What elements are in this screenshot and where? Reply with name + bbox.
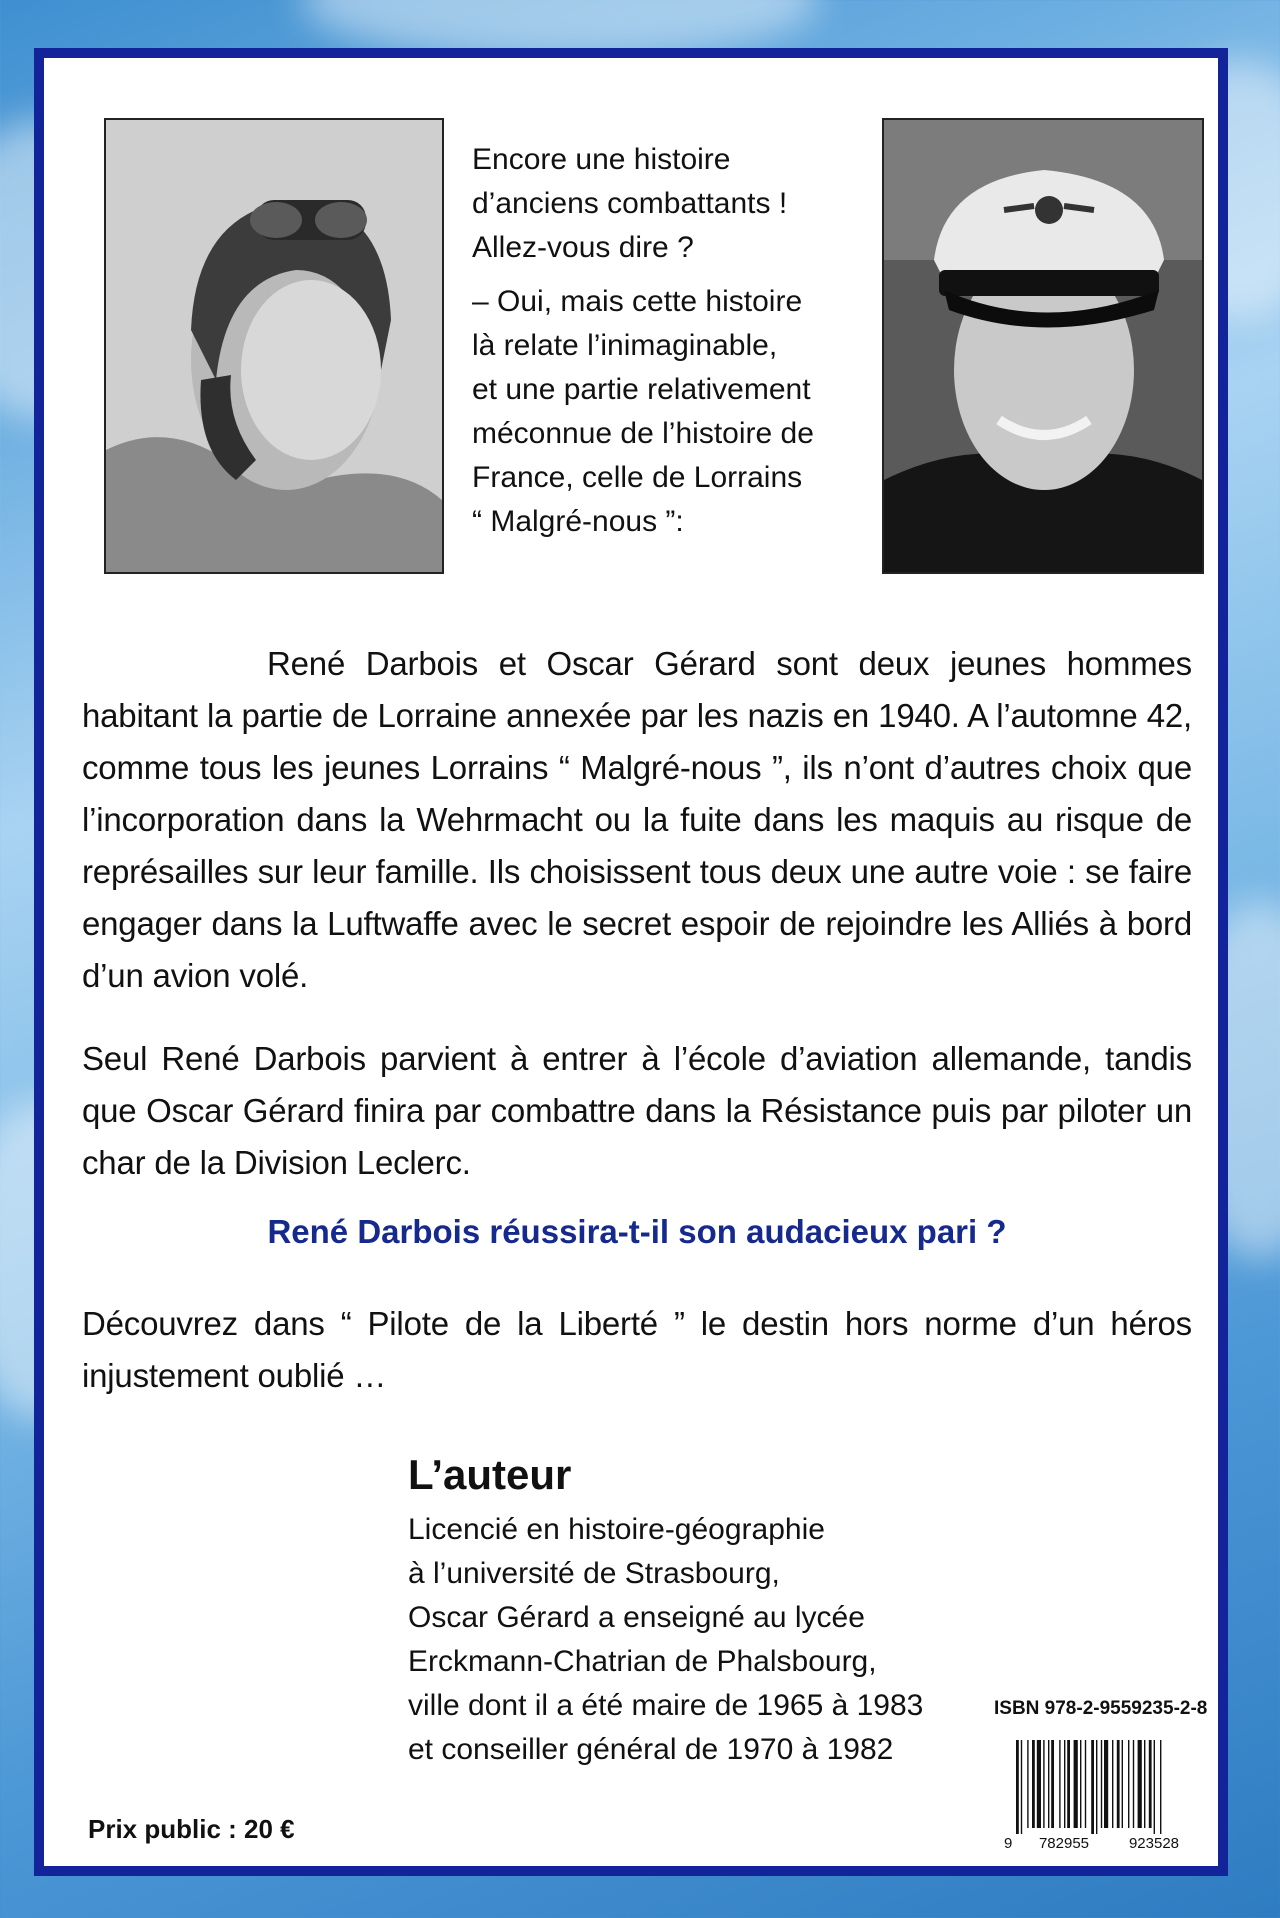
intro-reply-line: – Oui, mais cette histoire	[472, 285, 803, 318]
author-heading: L’auteur	[408, 1451, 572, 1498]
story-paragraph-2: Seul René Darbois parvient à entrer à l’école d’aviation allemande, tandis que Oscar Gérard finira par combattre dans la Résistance puis par piloter un char de la Division Leclerc.	[82, 1040, 1192, 1181]
barcode-right-digits: 923528	[1128, 1835, 1180, 1850]
intro-line: d’anciens combattants !	[472, 187, 788, 220]
author-bio-line: à l’université de Strasbourg,	[408, 1557, 780, 1590]
barcode-first-digit: 9	[1004, 1835, 1013, 1850]
intro-line: Encore une histoire	[472, 143, 731, 176]
isbn-label: ISBN 978-2-9559235-2-8	[994, 1698, 1208, 1719]
intro-line: Allez-vous dire ?	[472, 231, 694, 264]
teaser-question: René Darbois réussira-t-il son audacieux pari ?	[267, 1213, 1007, 1250]
discover-paragraph: Découvrez dans “ Pilote de la Liberté ” le destin hors norme d’un héros injustement oublié …	[82, 1305, 1192, 1394]
author-bio-line: et conseiller général de 1970 à 1982	[408, 1733, 894, 1766]
author-bio-line: Erckmann-Chatrian de Phalsbourg,	[408, 1645, 877, 1678]
intro-reply-line: méconnue de l’histoire de	[472, 417, 814, 450]
intro-reply-line: France, celle de Lorrains	[472, 461, 803, 494]
pilot-portrait-photo	[104, 118, 444, 574]
intro-text	[472, 138, 862, 544]
story-paragraph-1: René Darbois et Oscar Gérard sont deux jeunes hommes habitant la partie de Lorraine annexée par les nazis en 1940. A l’automne 42, comme tous les jeunes Lorrains “ Malgré-nous ”, ils n’ont d’autres choix que l’incorporation dans la Wehrmacht ou la fuite dans les maquis au risque de représailles sur leur famille. Ils choisissent tous deux une autre voie : se faire engager dans la Luftwaffe avec le secret espoir de rejoindre les Alliés à bord d’un avion volé.	[82, 645, 1192, 994]
price-label: Prix public : 20 €	[88, 1814, 295, 1844]
author-bio	[408, 1508, 968, 1772]
intro-reply-line: “ Malgré-nous ”:	[472, 505, 684, 538]
barcode	[1002, 1738, 1208, 1850]
barcode-left-digits: 782955	[1038, 1835, 1090, 1850]
author-bio-line: Licencié en histoire-géographie	[408, 1513, 825, 1546]
officer-portrait-photo	[882, 118, 1204, 574]
author-bio-line: ville dont il a été maire de 1965 à 1983	[408, 1689, 924, 1722]
back-cover-frame	[34, 48, 1228, 1876]
author-bio-line: Oscar Gérard a enseigné au lycée	[408, 1601, 865, 1634]
intro-reply-line: là relate l’inimaginable,	[472, 329, 778, 362]
intro-reply-line: et une partie relativement	[472, 373, 811, 406]
